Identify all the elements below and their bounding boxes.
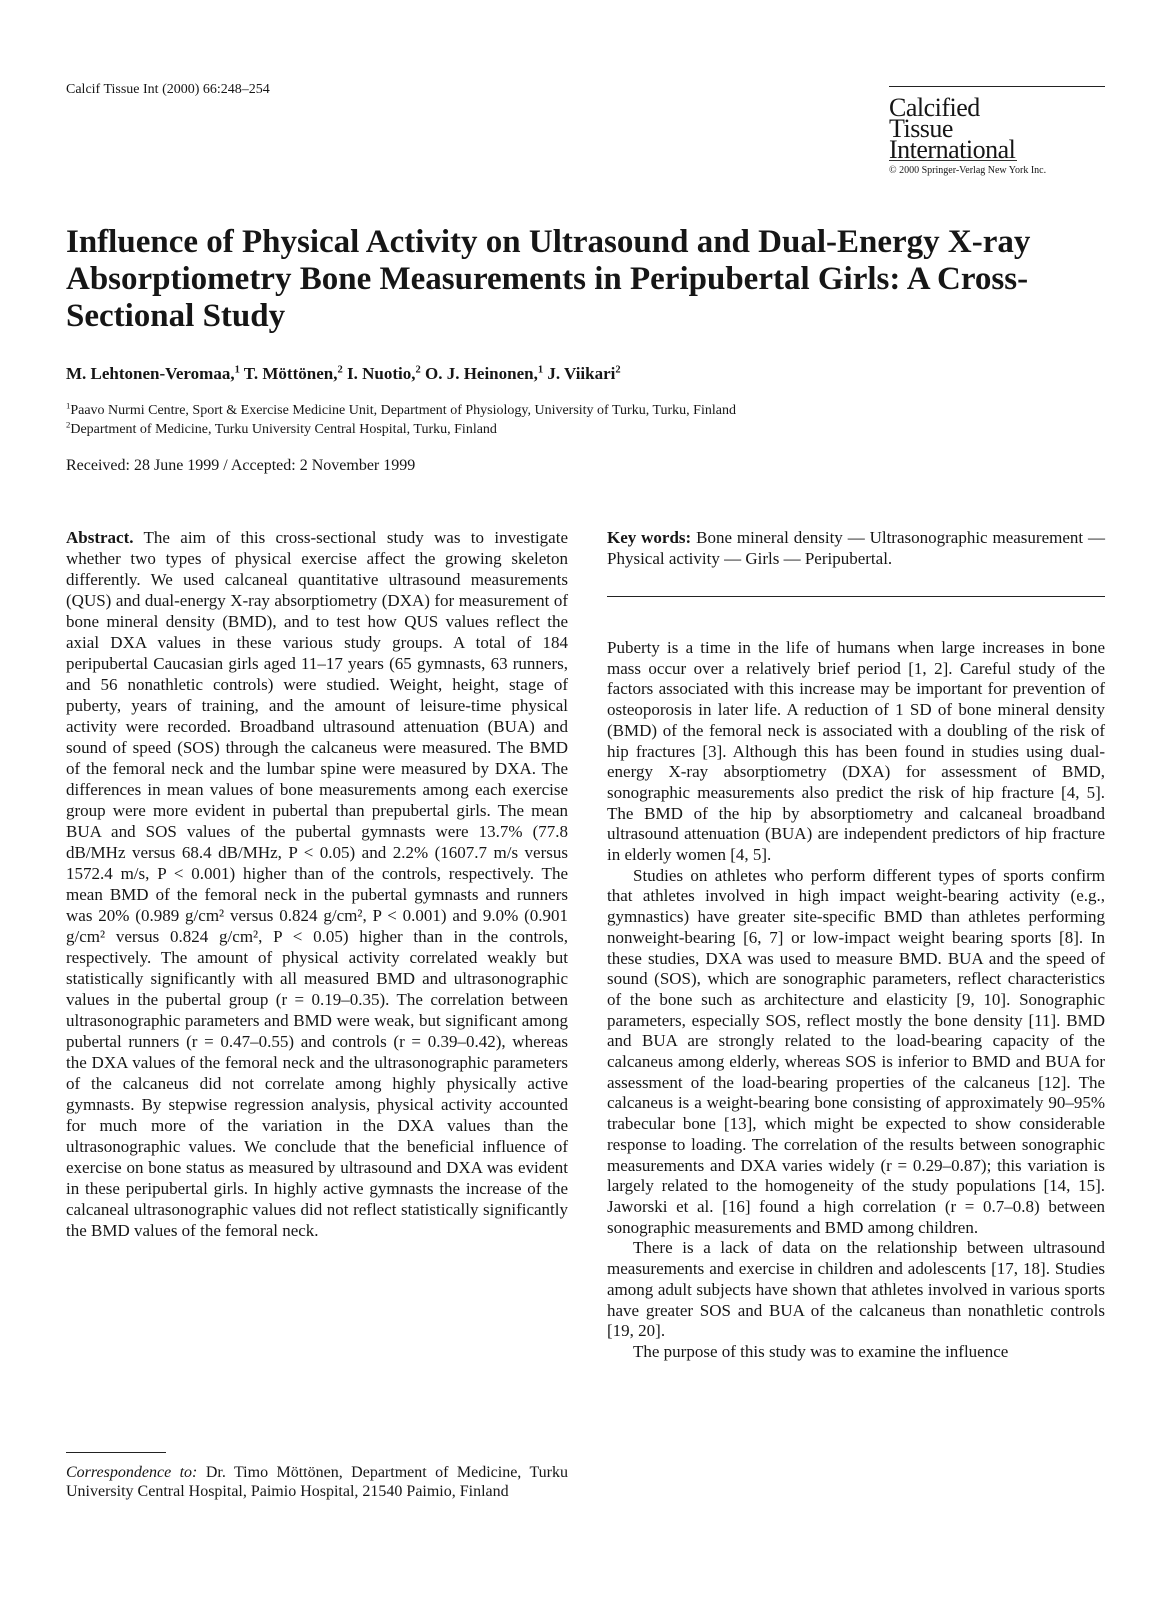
author: M. Lehtonen-Veromaa,$^1$ <box>66 364 240 383</box>
body-paragraph: There is a lack of data on the relationship between ultrasound measurements and exercise in children and adolescents [17, 18]. Studies among adult subjects have shown that athletes involved in various sports have greater SOS and BUA of the calcaneus than nonathletic controls [19, 20]. <box>607 1238 1105 1341</box>
journal-citation: Calcif Tissue Int (2000) 66:248–254 <box>66 82 270 97</box>
affiliations <box>66 401 736 439</box>
keywords-text: Bone mineral density — Ultrasonographic measurement — Physical activity — Girls — Peripubertal. <box>607 528 1106 568</box>
journal-logo <box>889 93 1105 164</box>
abstract-text: The aim of this cross-sectional study was to investigate whether two types of physical exercise affect the growing skeleton differently. We used calcaneal quantitative ultrasound measurements (QUS) and dual-energy X-ray absorptiometry (DXA) for measurement of bone mineral density (BMD), and to test how QUS values reflect the axial DXA values in these various study groups. A total of 184 peripubertal Caucasian girls aged 11–17 years (65 gymnasts, 63 runners, and 56 nonathletic controls) were studied. Weight, height, stage of puberty, years of training, and the amount of leisure-time physical activity were recorded. Broadband ultrasound attenuation (BUA) and sound of speed (SOS) through the calcaneus were measured. The BMD of the femoral neck and the lumbar spine were measured by DXA. The differences in mean values of bone measurements among each exercise group were more evident in pubertal than prepubertal girls. The mean BUA and SOS values of the pubertal gymnasts were 13.7% (77.8 dB/MHz versus 68.4 dB/MHz, P < 0.05) and 2.2% (1607.7 m/s versus 1572.4 m/s, P < 0.001) higher than of the controls, respectively. The mean BMD of the femoral neck in the pubertal gymnasts and runners was 20% (0.989 g/cm² versus 0.824 g/cm², P < 0.001) and 9.0% (0.901 g/cm² versus 0.824 g/cm², P < 0.05) higher than in the controls, respectively. The amount of physical activity correlated weakly but statistically significantly with all measured BMD and ultrasonographic values in the pubertal group (r = 0.19–0.35). The correlation between ultrasonographic parameters and BMD were weak, but significant among pubertal runners (r = 0.47–0.55) and controls (r = 0.39–0.42), whereas the DXA values of the femoral neck and the ultrasonographic parameters of the calcaneus did not correlate among highly physically active gymnasts. By stepwise regression analysis, physical activity accounted for much more of the variation in the DXA values than the ultrasonographic values. We conclude that the beneficial influence of exercise on bone status as measured by ultrasound and DXA was evident in these peripubertal girls. In highly active gymnasts the increase of the calcaneal ultrasonographic values did not reflect statistically significantly the BMD values of the femoral neck. <box>66 528 568 1240</box>
copyright-notice: © 2000 Springer-Verlag New York Inc. <box>889 165 1047 176</box>
journal-logo-line-2: Tissue <box>889 114 953 143</box>
body-paragraph: The purpose of this study was to examine the influence <box>633 1341 1009 1361</box>
journal-logo-line-1: Calcified <box>889 93 980 122</box>
keywords-divider <box>607 596 1105 597</box>
author: T. Möttönen,$^2$ <box>243 364 343 383</box>
body-paragraph: Studies on athletes who perform different types of sports confirm that athletes involved in high impact weight-bearing activity (e.g., gymnastics) have greater site-specific BMD than athletes performing nonweight-bearing [6, 7] or low-impact weight bearing sports [8]. In these studies, DXA was used to measure BMD. BUA and the speed of sound (SOS), which are sonographic parameters, reflect characteristics of the bone such as architecture and elasticity [9, 10]. Sonographic parameters, especially SOS, reflect mostly the bone density [11]. BMD and BUA are strongly related to the load-bearing capacity of the calcaneus among elderly, whereas SOS is inferior to BMD and BUA for assessment of the load-bearing properties of the calcaneus [12]. The calcaneus is a weight-bearing bone consisting of approximately 90–95% trabecular bone [13], which might be expected to show considerable response to loading. The correlation of the results between sonographic measurements and DXA varies widely (r = 0.29–0.87); this variation is largely related to the homogeneity of the study populations [14, 15]. Jaworski et al. [16] found a high correlation (r = 0.7–0.8) between sonographic measurements and BMD among children. <box>607 865 1105 1237</box>
correspondence-text: Dr. Timo Möttönen, Department of Medicine, Turku University Central Hospital, Paimio Hospital, 21540 Paimio, Finland <box>66 1464 568 1500</box>
paper-title: Influence of Physical Activity on Ultrasound and Dual-Energy X-ray Absorptiometry Bone Measurements in Peripubertal Girls: A Cross-Sectional Study <box>66 224 1031 334</box>
affiliation: $^1$Paavo Nurmi Centre, Sport & Exercise Medicine Unit, Department of Physiology, University of Turku, Turku, Finland <box>66 400 736 418</box>
journal-block <box>889 86 1105 176</box>
received-accepted-dates: Received: 28 June 1999 / Accepted: 2 November 1999 <box>66 457 416 474</box>
keywords <box>607 527 1105 569</box>
affiliation: $^2$Department of Medicine, Turku University Central Hospital, Turku, Finland <box>66 419 497 437</box>
correspondence-footnote <box>66 1463 568 1501</box>
author: J. Viikari$^2$ <box>547 364 621 383</box>
author: O. J. Heinonen,$^1$ <box>424 364 544 383</box>
body-paragraph: Puberty is a time in the life of humans when large increases in bone mass occur over a relatively brief period [1, 2]. Careful study of the factors associated with this increase may be important for prevention of osteoporosis in later life. A reduction of 1 SD of bone mineral density (BMD) of the femoral neck is associated with a doubling of the risk of hip fractures [3]. Although this has been found in studies using dual-energy X-ray absorptiometry (DXA) for assessment of BMD, sonographic measurements also predict the risk of hip fracture [4, 5]. The BMD of the hip by absorptiometry and calcaneal broadband ultrasound attenuation (BUA) are independent predictors of hip fracture in elderly women [4, 5]. <box>607 638 1105 865</box>
author: I. Nuotio,$^2$ <box>346 364 421 383</box>
correspondence-label: Correspondence to: <box>66 1464 198 1481</box>
footnote-divider <box>66 1452 166 1453</box>
author-list <box>66 364 621 384</box>
abstract-label: Abstract. <box>66 528 134 547</box>
keywords-label: Key words: <box>607 528 692 547</box>
journal-logo-line-3: International <box>889 135 1016 164</box>
abstract <box>66 527 568 1241</box>
introduction-column <box>607 638 1105 1363</box>
